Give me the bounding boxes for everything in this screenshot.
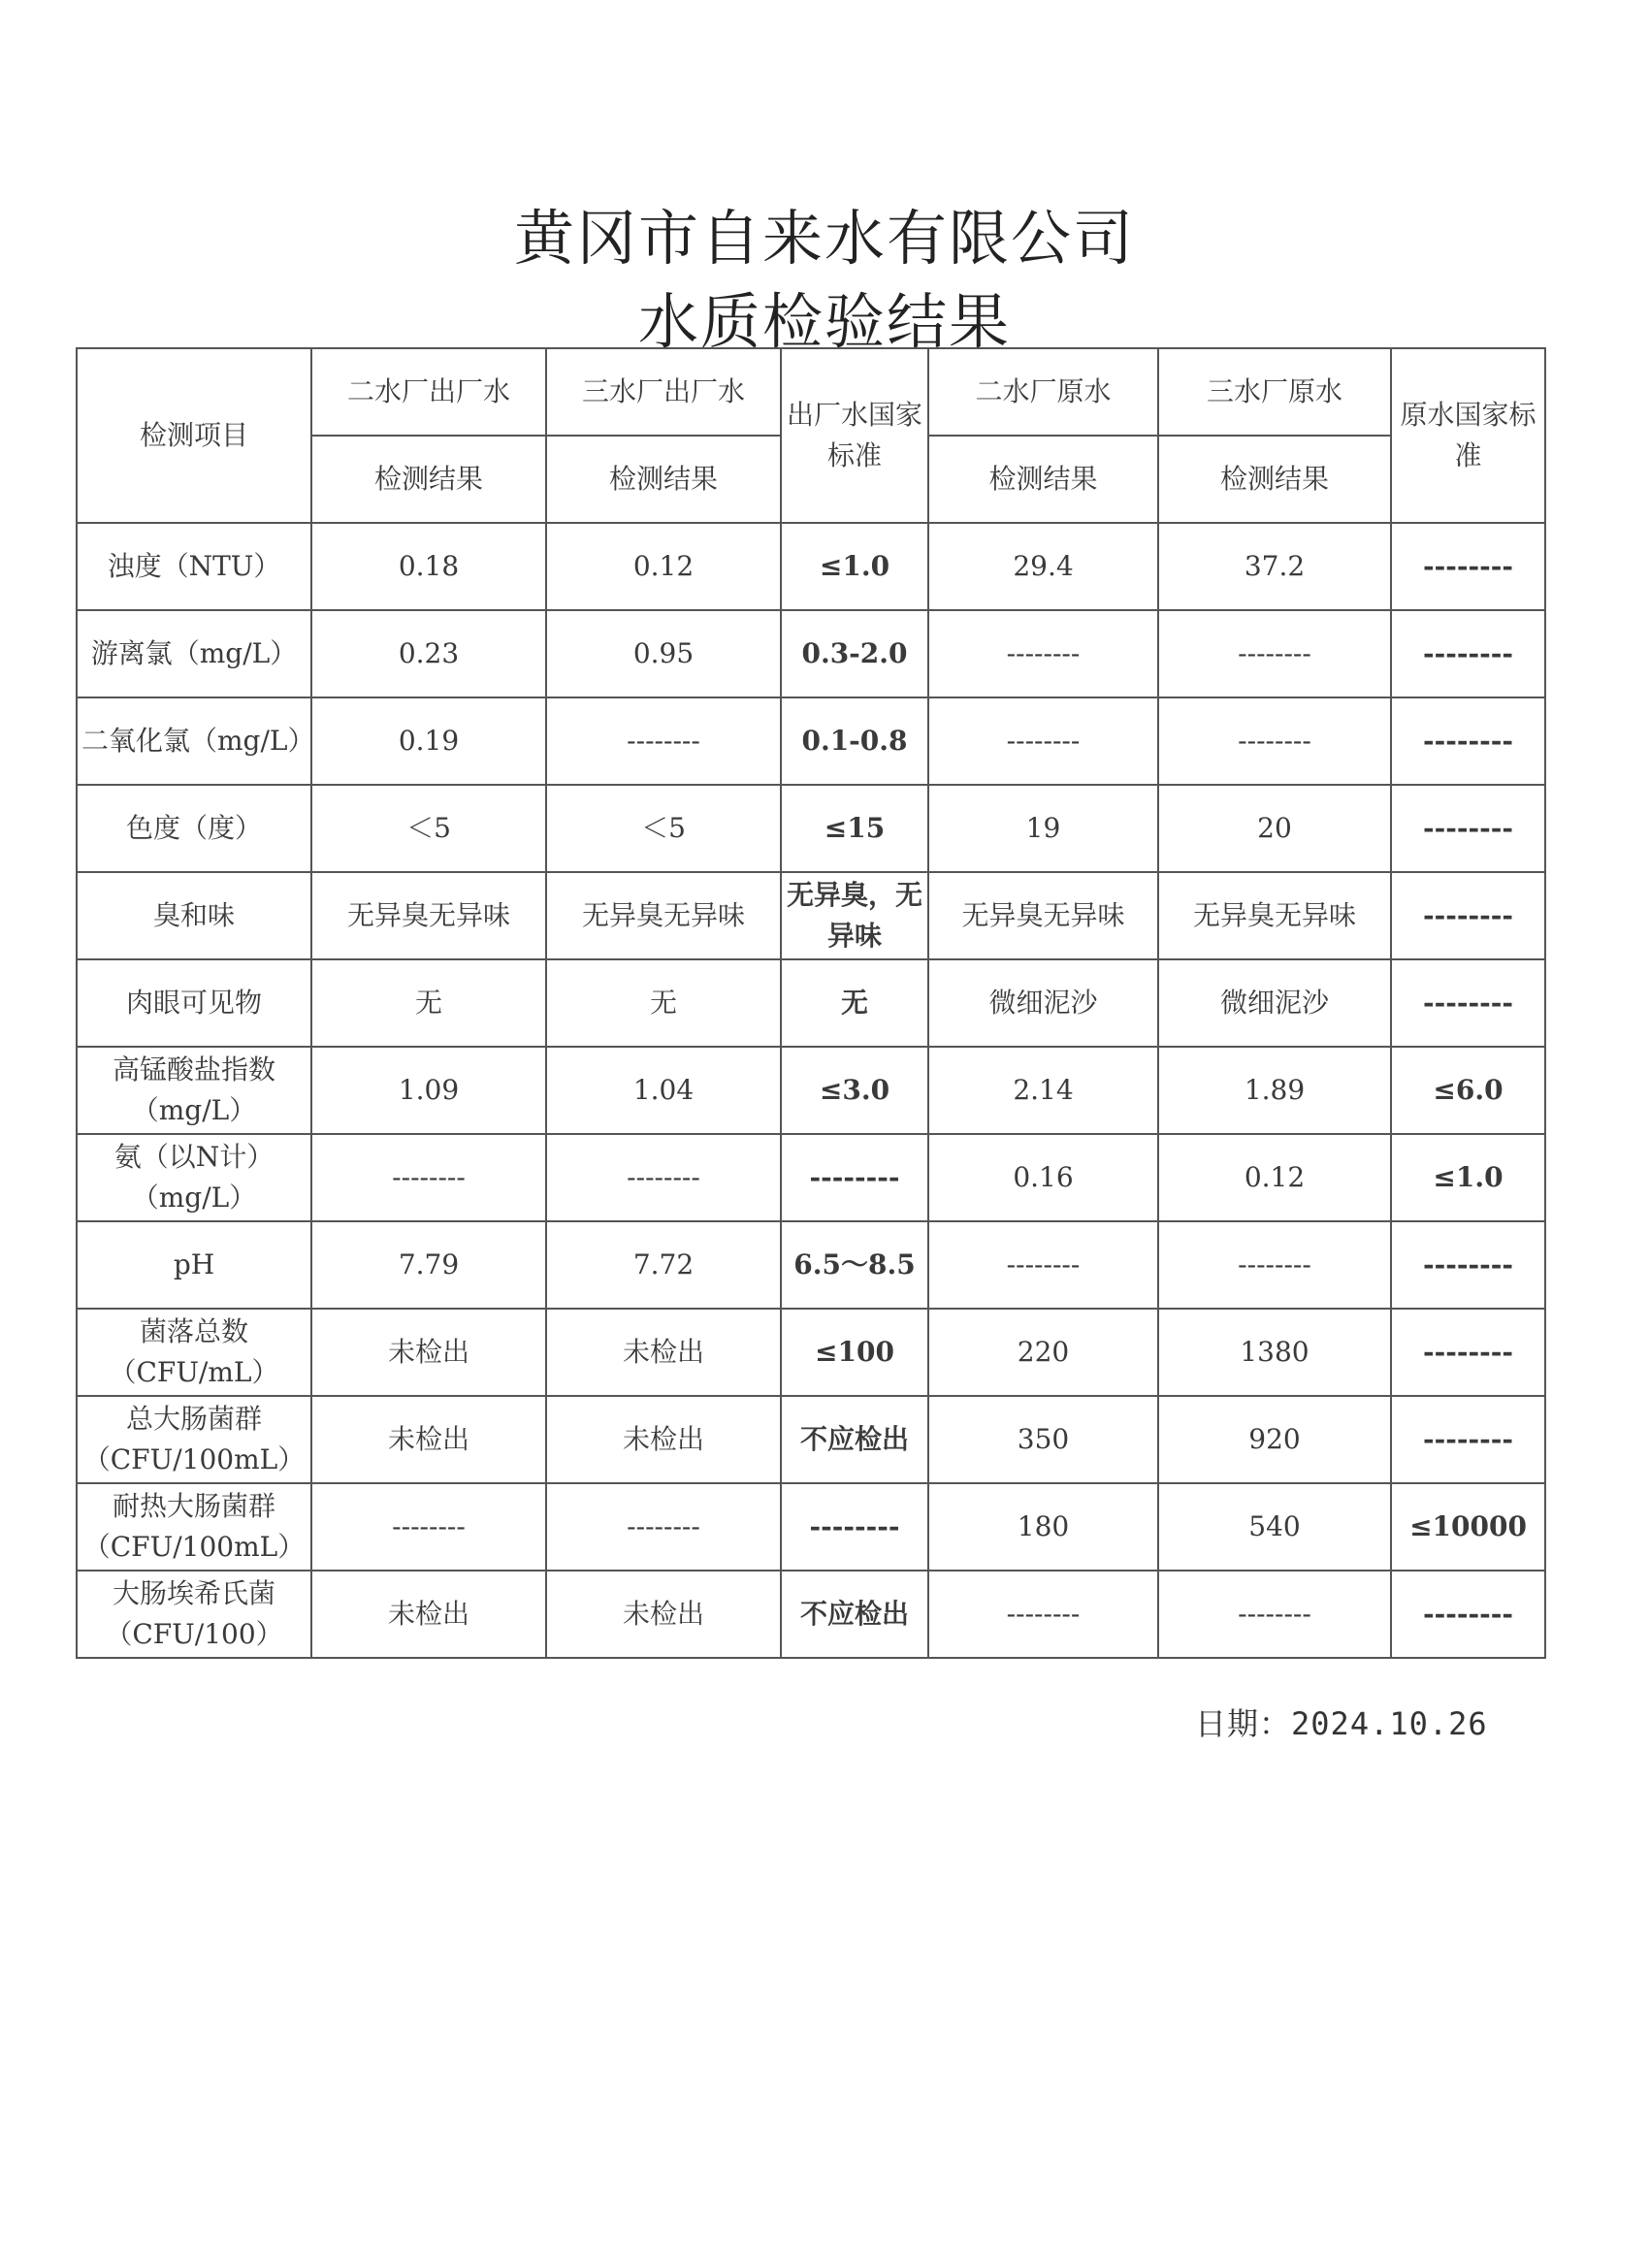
cell-plant3-out: 无异臭无异味 [546, 872, 781, 959]
cell-out-standard: 0.3-2.0 [781, 610, 928, 697]
cell-raw-standard: -------- [1391, 1571, 1545, 1658]
cell-out-standard: -------- [781, 1483, 928, 1571]
cell-out-standard: 6.5～8.5 [781, 1221, 928, 1309]
cell-out-standard: ≤1.0 [781, 523, 928, 610]
header-item: 检测项目 [77, 348, 311, 523]
cell-plant2-raw: -------- [928, 1221, 1158, 1309]
table-row [77, 523, 1545, 610]
subheader-result: 检测结果 [1158, 436, 1391, 523]
header-raw-standard: 原水国家标准 [1391, 348, 1545, 523]
cell-plant3-raw: 20 [1158, 785, 1391, 872]
cell-item: 大肠埃希氏菌（CFU/100） [77, 1571, 311, 1658]
cell-plant2-raw: 19 [928, 785, 1158, 872]
cell-out-standard: ≤15 [781, 785, 928, 872]
cell-plant2-raw: 29.4 [928, 523, 1158, 610]
cell-plant2-out: 未检出 [311, 1571, 546, 1658]
cell-raw-standard: -------- [1391, 523, 1545, 610]
cell-item: 臭和味 [77, 872, 311, 959]
subheader-result: 检测结果 [546, 436, 781, 523]
table-row [77, 697, 1545, 785]
table-row [77, 959, 1545, 1047]
cell-item: 高锰酸盐指数（mg/L） [77, 1047, 311, 1134]
table-row [77, 1309, 1545, 1396]
report-title: 黄冈市自来水有限公司 [513, 203, 1135, 274]
cell-raw-standard: -------- [1391, 1221, 1545, 1309]
cell-plant3-out: ＜5 [546, 785, 781, 872]
cell-plant3-raw: -------- [1158, 610, 1391, 697]
table-row [77, 1134, 1545, 1221]
cell-raw-standard: -------- [1391, 959, 1545, 1047]
cell-out-standard: 无 [781, 959, 928, 1047]
cell-plant3-out: 未检出 [546, 1396, 781, 1483]
table-row [77, 1483, 1545, 1571]
cell-out-standard: -------- [781, 1134, 928, 1221]
cell-plant3-raw: 无异臭无异味 [1158, 872, 1391, 959]
cell-item: 浊度（NTU） [77, 523, 311, 610]
cell-plant2-raw: 350 [928, 1396, 1158, 1483]
cell-item: 总大肠菌群（CFU/100mL） [77, 1396, 311, 1483]
cell-plant3-raw: 0.12 [1158, 1134, 1391, 1221]
cell-plant3-out: 未检出 [546, 1309, 781, 1396]
cell-plant2-out: 无异臭无异味 [311, 872, 546, 959]
cell-item: pH [77, 1221, 311, 1309]
cell-plant3-raw: 540 [1158, 1483, 1391, 1571]
cell-plant3-out: 0.95 [546, 610, 781, 697]
cell-plant2-out: 0.18 [311, 523, 546, 610]
cell-item: 耐热大肠菌群（CFU/100mL） [77, 1483, 311, 1571]
cell-item: 氨（以N计）（mg/L） [77, 1134, 311, 1221]
cell-raw-standard: -------- [1391, 1309, 1545, 1396]
cell-plant2-out: 未检出 [311, 1309, 546, 1396]
cell-plant2-out: 0.23 [311, 610, 546, 697]
cell-plant2-out: ＜5 [311, 785, 546, 872]
header-plant2-raw: 二水厂原水 [928, 348, 1158, 436]
cell-out-standard: 无异臭，无异味 [781, 872, 928, 959]
cell-plant2-raw: 无异臭无异味 [928, 872, 1158, 959]
report-date [1195, 1700, 1488, 1744]
cell-plant2-out: 未检出 [311, 1396, 546, 1483]
cell-plant2-raw: 2.14 [928, 1047, 1158, 1134]
cell-item: 游离氯（mg/L） [77, 610, 311, 697]
subheader-result: 检测结果 [311, 436, 546, 523]
cell-plant3-out: 7.72 [546, 1221, 781, 1309]
date-value: 2024.10.26 [1291, 1705, 1488, 1742]
cell-plant3-out: 0.12 [546, 523, 781, 610]
cell-plant3-raw: -------- [1158, 1571, 1391, 1658]
cell-plant3-out: 无 [546, 959, 781, 1047]
cell-plant3-raw: 1.89 [1158, 1047, 1391, 1134]
cell-item: 二氧化氯（mg/L） [77, 697, 311, 785]
cell-plant3-out: 1.04 [546, 1047, 781, 1134]
cell-out-standard: 0.1-0.8 [781, 697, 928, 785]
cell-item: 肉眼可见物 [77, 959, 311, 1047]
cell-plant3-out: -------- [546, 1134, 781, 1221]
cell-plant3-raw: 37.2 [1158, 523, 1391, 610]
table-row [77, 1221, 1545, 1309]
cell-plant2-out: 1.09 [311, 1047, 546, 1134]
date-label: 日期： [1195, 1705, 1292, 1742]
table-row [77, 1571, 1545, 1658]
cell-item: 色度（度） [77, 785, 311, 872]
table-row [77, 610, 1545, 697]
table-row [77, 872, 1545, 959]
subheader-result: 检测结果 [928, 436, 1158, 523]
cell-plant2-raw: -------- [928, 1571, 1158, 1658]
cell-plant2-out: 0.19 [311, 697, 546, 785]
cell-plant3-raw: 微细泥沙 [1158, 959, 1391, 1047]
cell-raw-standard: -------- [1391, 785, 1545, 872]
cell-plant3-out: -------- [546, 697, 781, 785]
report-subtitle: 水质检验结果 [637, 286, 1011, 357]
cell-plant3-raw: -------- [1158, 1221, 1391, 1309]
cell-raw-standard: -------- [1391, 697, 1545, 785]
table-row [77, 1047, 1545, 1134]
cell-plant2-raw: 180 [928, 1483, 1158, 1571]
cell-raw-standard: ≤6.0 [1391, 1047, 1545, 1134]
header-plant3-raw: 三水厂原水 [1158, 348, 1391, 436]
cell-plant2-raw: 0.16 [928, 1134, 1158, 1221]
water-quality-table [76, 347, 1546, 1659]
header-plant3-out: 三水厂出厂水 [546, 348, 781, 436]
cell-plant2-raw: -------- [928, 610, 1158, 697]
header-out-standard: 出厂水国家标准 [781, 348, 928, 523]
cell-raw-standard: -------- [1391, 610, 1545, 697]
header-plant2-out: 二水厂出厂水 [311, 348, 546, 436]
cell-plant2-out: -------- [311, 1483, 546, 1571]
cell-plant3-raw: -------- [1158, 697, 1391, 785]
table-row [77, 785, 1545, 872]
table-row [77, 1396, 1545, 1483]
cell-plant2-out: 7.79 [311, 1221, 546, 1309]
cell-plant2-raw: 微细泥沙 [928, 959, 1158, 1047]
cell-plant3-raw: 920 [1158, 1396, 1391, 1483]
cell-out-standard: 不应检出 [781, 1571, 928, 1658]
cell-raw-standard: ≤1.0 [1391, 1134, 1545, 1221]
header-row [77, 348, 1545, 436]
cell-plant2-raw: 220 [928, 1309, 1158, 1396]
cell-raw-standard: ≤10000 [1391, 1483, 1545, 1571]
cell-plant2-raw: -------- [928, 697, 1158, 785]
cell-plant3-raw: 1380 [1158, 1309, 1391, 1396]
cell-plant3-out: -------- [546, 1483, 781, 1571]
cell-item: 菌落总数（CFU/mL） [77, 1309, 311, 1396]
cell-out-standard: 不应检出 [781, 1396, 928, 1483]
cell-raw-standard: -------- [1391, 872, 1545, 959]
cell-plant3-out: 未检出 [546, 1571, 781, 1658]
cell-plant2-out: 无 [311, 959, 546, 1047]
cell-raw-standard: -------- [1391, 1396, 1545, 1483]
cell-out-standard: ≤3.0 [781, 1047, 928, 1134]
cell-out-standard: ≤100 [781, 1309, 928, 1396]
cell-plant2-out: -------- [311, 1134, 546, 1221]
